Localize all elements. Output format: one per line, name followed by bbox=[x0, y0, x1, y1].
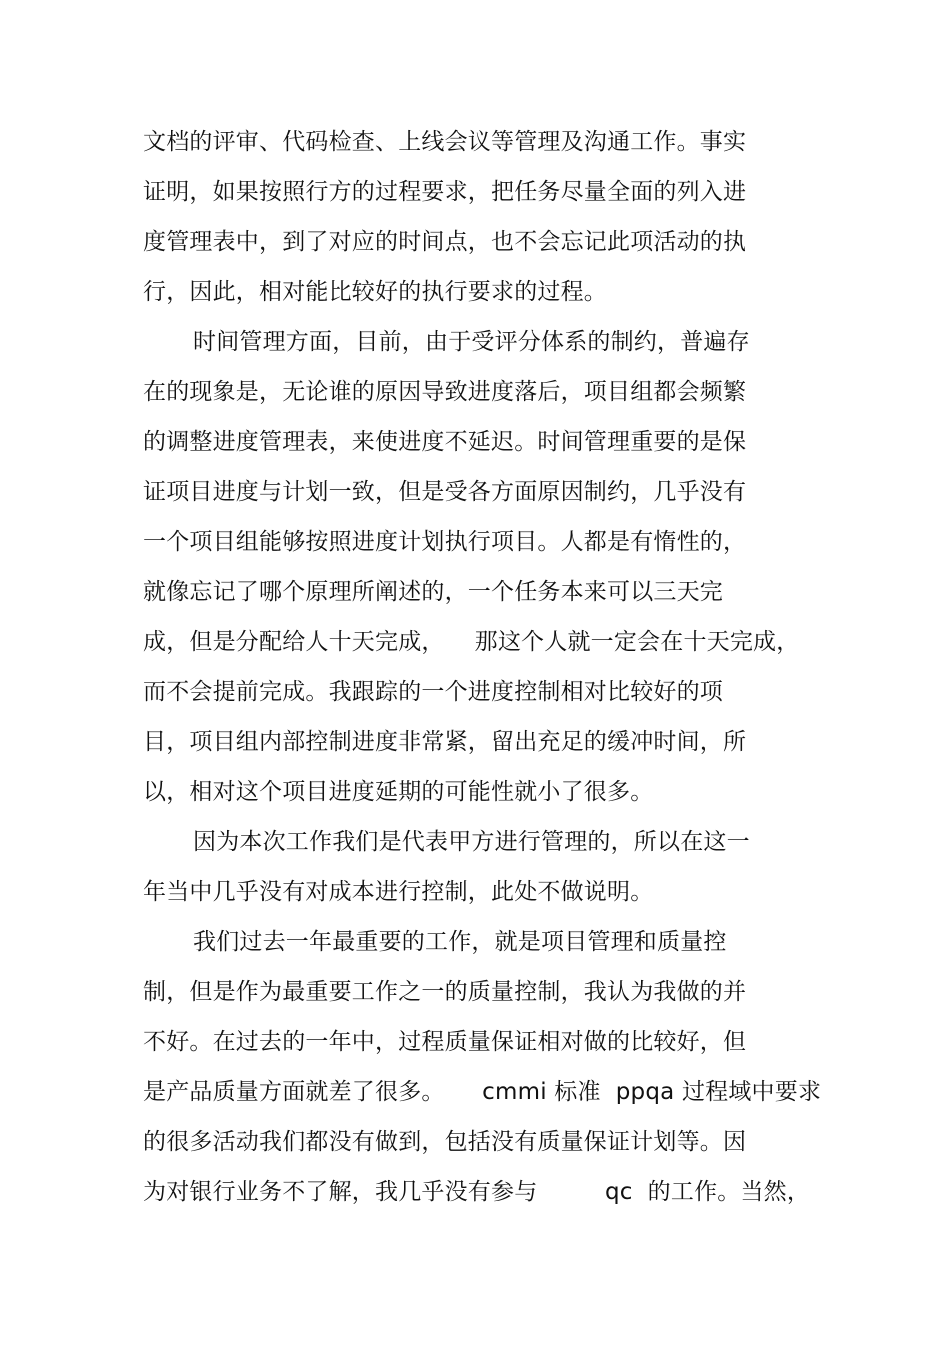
paragraph-start-line: 时间管理方面，目前，由于受评分体系的制约，普遍存 bbox=[193, 329, 750, 355]
text-line: 就像忘记了哪个原理所阐述的，一个任务本来可以三天完 bbox=[143, 579, 723, 605]
text-line: 目，项目组内部控制进度非常紧，留出充足的缓冲时间，所 bbox=[143, 729, 747, 755]
text-line: 而不会提前完成。我跟踪的一个进度控制相对比较好的项 bbox=[143, 679, 723, 705]
text-line: 文档的评审、代码检查、上线会议等管理及沟通工作。事实 bbox=[143, 129, 747, 155]
text-line: 行，因此，相对能比较好的执行要求的过程。 bbox=[143, 279, 607, 305]
paragraph-start-line: 我们过去一年最重要的工作，就是项目管理和质量控 bbox=[193, 929, 727, 955]
paragraph-start-line: 因为本次工作我们是代表甲方进行管理的，所以在这一 bbox=[193, 829, 750, 855]
text-line: 制，但是作为最重要工作之一的质量控制，我认为我做的并 bbox=[143, 979, 747, 1005]
text-line: 证明，如果按照行方的过程要求，把任务尽量全面的列入进 bbox=[143, 179, 747, 205]
text-line: 度管理表中，到了对应的时间点，也不会忘记此项活动的执 bbox=[143, 229, 747, 255]
text-line: 在的现象是，无论谁的原因导致进度落后，项目组都会频繁 bbox=[143, 379, 747, 405]
text-line: 年当中几乎没有对成本进行控制，此处不做说明。 bbox=[143, 879, 654, 905]
text-line: 的调整进度管理表，来使进度不延迟。时间管理重要的是保 bbox=[143, 429, 747, 455]
text-line: 是产品质量方面就差了很多。 cmmi 标准 ppqa 过程域中要求 bbox=[143, 1079, 822, 1105]
text-line: 一个项目组能够按照进度计划执行项目。人都是有惰性的， bbox=[143, 529, 747, 555]
text-line: 的很多活动我们都没有做到，包括没有质量保证计划等。因 bbox=[143, 1129, 747, 1155]
text-line: 以，相对这个项目进度延期的可能性就小了很多。 bbox=[143, 779, 654, 805]
text-line: 成，但是分配给人十天完成， 那这个人就一定会在十天完成， bbox=[143, 629, 800, 655]
text-line: 为对银行业务不了解，我几乎没有参与 qc 的工作。当然， bbox=[143, 1179, 811, 1205]
text-line: 不好。在过去的一年中，过程质量保证相对做的比较好，但 bbox=[143, 1029, 747, 1055]
text-line: 证项目进度与计划一致，但是受各方面原因制约，几乎没有 bbox=[143, 479, 747, 505]
